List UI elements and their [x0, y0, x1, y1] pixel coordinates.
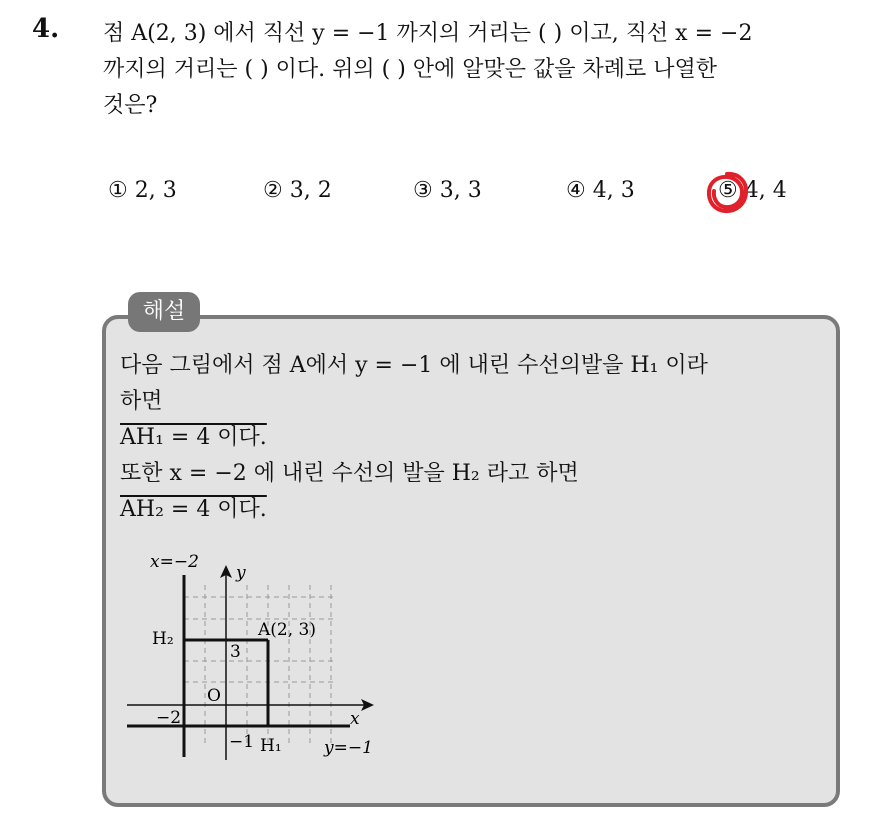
choice-1[interactable]: [108, 178, 177, 203]
solution-line-1: 다음 그림에서 점 A에서 y = −1 에 내린 수선의발을 H₁ 이라: [120, 353, 708, 378]
label-3: 3: [230, 642, 241, 662]
question-text: [103, 16, 863, 124]
choice-3-value: 3, 3: [439, 178, 482, 203]
label-origin: O: [207, 686, 221, 706]
solution-text: [120, 348, 840, 528]
question-line-3: 것은?: [103, 93, 158, 118]
question-line-1: 점 A(2, 3) 에서 직선 y = −1 까지의 거리는 ( ) 이고, 직선 x = −2: [103, 21, 753, 46]
choice-4-value: 4, 3: [592, 178, 635, 203]
choice-4-mark: ④: [566, 178, 586, 203]
solution-line-4: 또한 x = −2 에 내린 수선의 발을 H₂ 라고 하면: [120, 461, 579, 486]
choice-2[interactable]: [263, 178, 332, 203]
choice-2-mark: ②: [263, 178, 283, 203]
grid-lines: [184, 585, 337, 745]
solution-tag: 해설: [128, 292, 200, 332]
answer-circle-icon: [703, 168, 751, 216]
question-number: 4.: [32, 14, 60, 44]
choice-5-value: 4, 4: [744, 178, 787, 203]
label-xline: x=−2: [150, 552, 199, 572]
label-neg1: −1: [229, 732, 255, 752]
label-yline: y=−1: [324, 738, 373, 758]
coordinate-figure: [112, 545, 402, 775]
choice-2-value: 3, 2: [289, 178, 332, 203]
choice-3[interactable]: [413, 178, 482, 203]
question-line-2: 까지의 거리는 ( ) 이다. 위의 ( ) 안에 알맞은 값을 차례로 나열한: [103, 57, 718, 82]
label-neg2: −2: [156, 708, 182, 728]
choice-4[interactable]: [566, 178, 635, 203]
choice-1-mark: ①: [108, 178, 128, 203]
choice-1-value: 2, 3: [134, 178, 177, 203]
label-a: A(2, 3): [258, 620, 316, 640]
solution-line-2: 하면: [120, 389, 163, 414]
label-y: y: [236, 563, 246, 583]
label-x: x: [350, 709, 360, 729]
choice-3-mark: ③: [413, 178, 433, 203]
label-h1: H₁: [260, 736, 282, 756]
label-h2: H₂: [152, 629, 174, 649]
solution-line-5: AH₂ = 4 이다.: [120, 497, 267, 522]
solution-line-3: AH₁ = 4 이다.: [120, 425, 267, 450]
choice-5-mark: ⑤: [718, 178, 738, 203]
